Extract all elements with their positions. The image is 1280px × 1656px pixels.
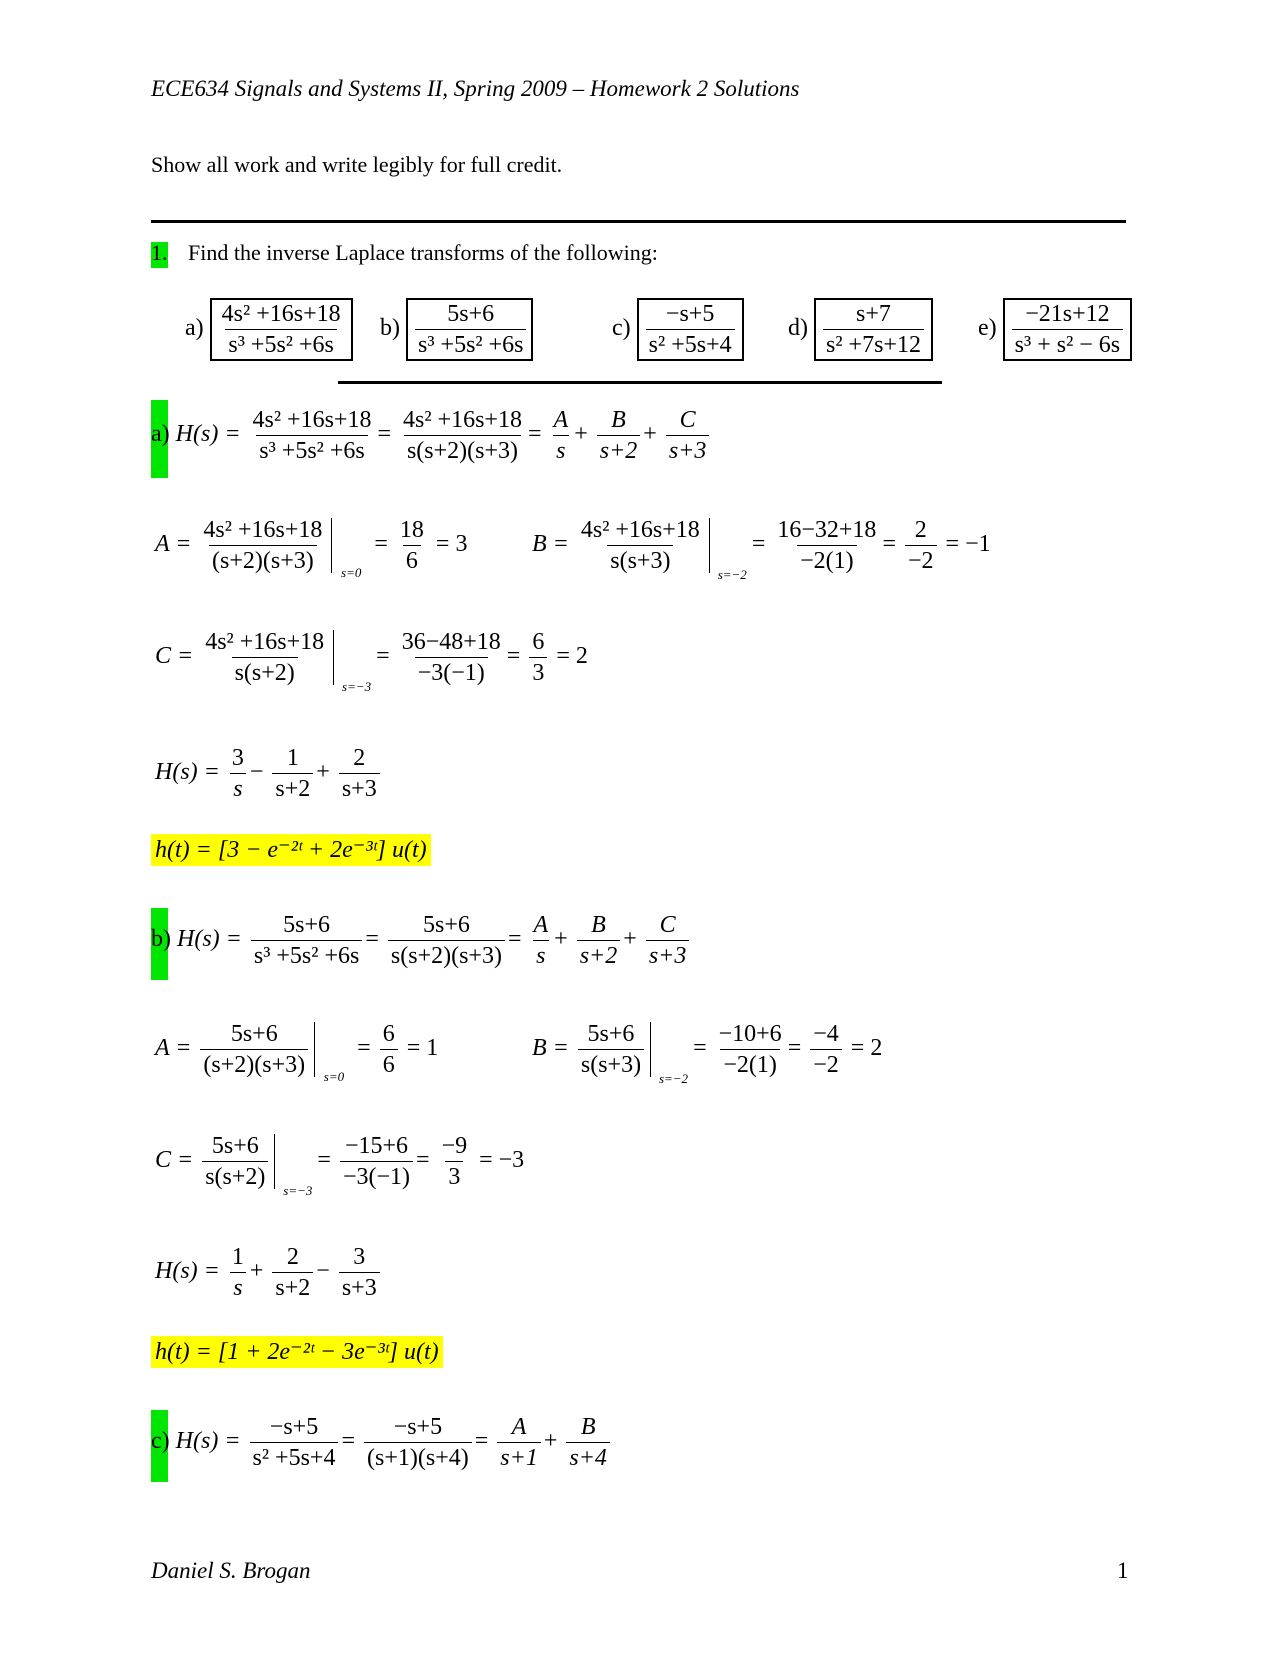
A-val-den: 6 (403, 545, 421, 573)
pA-num: A (553, 407, 569, 433)
item-num: 5s+6 (447, 301, 495, 327)
C-label: C = (155, 1147, 194, 1174)
Hs-label: H(s) = (155, 1258, 220, 1285)
solution-a-A: A = $\frac{\text{4s² +16s+18}}{(s+2)(s+3)}$ s=0 = $\frac{18}{6}$ = 3 (155, 517, 468, 580)
item-a-box (210, 298, 353, 361)
item-num: 4s² +16s+18 (221, 301, 341, 327)
item-label: e) (978, 315, 997, 342)
item-e-box (1003, 298, 1132, 361)
item-num: s+7 (856, 301, 891, 327)
pB-num: B (611, 407, 626, 433)
A-result: = 3 (435, 531, 468, 558)
f1-num: 4s² +16s+18 (252, 407, 372, 433)
f2-num: 5s+6 (422, 912, 470, 938)
C-result: = −3 (479, 1147, 525, 1174)
H-label: H(s) = (175, 1428, 241, 1455)
eval-bar (199, 629, 372, 694)
f1-den: s³ +5s² +6s (256, 435, 367, 463)
item-b (380, 298, 533, 361)
B-val-num: −10+6 (718, 1021, 782, 1047)
B-val-den: −2(1) (720, 1049, 780, 1077)
B-den: s(s+3) (578, 1049, 644, 1077)
solution-a-answer: h(t) = [3 − e⁻²ᵗ + 2e⁻³ᵗ] u(t) (151, 834, 431, 866)
B-num: 5s+6 (587, 1021, 635, 1047)
t2-den: s+2 (272, 1272, 313, 1300)
item-d (788, 298, 933, 361)
B-result: = 2 (850, 1035, 883, 1062)
pC-num: C (679, 407, 696, 433)
C-val2-den: 3 (529, 657, 547, 685)
item-den: s³ +5s² +6s (415, 329, 526, 357)
C-result: = 2 (556, 643, 588, 670)
t3-num: 2 (353, 745, 366, 771)
B-val2-num: −4 (813, 1021, 839, 1047)
C-val-den: −3(−1) (415, 657, 488, 685)
item-label: b) (380, 315, 400, 342)
A-eval-point: s=0 (323, 1069, 345, 1084)
C-num: 5s+6 (211, 1133, 259, 1159)
solution-a-C: C = $\frac{\text{4s² +16s+18}}{s(s+2)}$ s=−3 = $\frac{36-48+18}{-3(-1)}$ = $\frac{6}{3}$ = 2 (155, 629, 588, 694)
header-divider (151, 220, 1126, 223)
C-eval-point: s=−3 (283, 1183, 313, 1198)
pB-den: s+4 (566, 1442, 610, 1470)
f2-den: s(s+2)(s+3) (388, 940, 505, 968)
B-val2-num: 2 (914, 517, 927, 543)
problem-prompt: Find the inverse Laplace transforms of the following: (188, 240, 658, 265)
f2-num: −s+5 (393, 1414, 443, 1440)
B-num: 4s² +16s+18 (580, 517, 700, 543)
A-val-num: 18 (399, 517, 424, 543)
A-label: A = (155, 531, 192, 558)
eval-bar (575, 517, 747, 582)
B-val2-den: −2 (810, 1049, 842, 1077)
item-den: s³ + s² − 6s (1012, 329, 1123, 357)
pB-num: B (591, 912, 606, 938)
t3-den: s+3 (339, 773, 380, 801)
H-label: H(s) = (175, 421, 241, 448)
Hs-label: H(s) = (155, 759, 220, 786)
solution-b-A: A = $\frac{5s+6}{(s+2)(s+3)}$ s=0 = $\frac{6}{6}$ = 1 (155, 1021, 439, 1084)
B-val2-den: −2 (905, 545, 937, 573)
B-den: s(s+3) (607, 545, 673, 573)
B-result: = −1 (945, 531, 991, 558)
item-label: a) (185, 315, 204, 342)
f2-num: 4s² +16s+18 (403, 407, 522, 433)
item-d-box (814, 298, 933, 361)
solution-a-B: B = $\frac{\text{4s² +16s+18}}{s(s+3)}$ s=−2 = $\frac{16-32+18}{-2(1)}$ = $\frac{2}{-2}$ = −1 (532, 517, 991, 582)
item-den: s³ +5s² +6s (225, 329, 336, 357)
B-val-num: 16−32+18 (777, 517, 877, 543)
pB-den: s+2 (597, 435, 641, 463)
C-val2-num: −9 (441, 1133, 468, 1159)
C-val-den: −3(−1) (340, 1161, 413, 1189)
solution-label: b) (151, 926, 171, 953)
problem-number: 1. (151, 240, 168, 265)
pA-den: s+1 (497, 1442, 541, 1470)
t2-num: 2 (286, 1244, 299, 1270)
C-den: s(s+2) (202, 1161, 268, 1189)
item-num: −s+5 (665, 301, 715, 327)
A-num: 5s+6 (230, 1021, 278, 1047)
C-val2-num: 6 (532, 629, 545, 655)
item-c-box (637, 298, 744, 361)
eval-bar (575, 1021, 689, 1086)
t2-den: s+2 (272, 773, 313, 801)
B-eval-point: s=−2 (717, 567, 747, 582)
pC-num: C (659, 912, 676, 938)
t1-num: 3 (231, 745, 244, 771)
t2-num: 1 (286, 745, 299, 771)
t1-den: s (230, 1272, 245, 1300)
solution-a-H: a) H(s) = $\frac{\text{4s² +16s+18}}{\text{s³ +5s² +6s}}$ = $\frac{\text{4s² +16s+18}}{s(s+2)(s+3)}$ = $\frac{A}{s}$ + $\frac{B}{s+2}$ + $\frac{C}{s+3}$ (151, 408, 712, 463)
item-c (612, 298, 744, 361)
A-num: 4s² +16s+18 (203, 517, 323, 543)
item-num: −21s+12 (1025, 301, 1110, 327)
t3-den: s+3 (339, 1272, 380, 1300)
A-den: (s+2)(s+3) (200, 1049, 308, 1077)
B-label: B = (532, 531, 569, 558)
item-label: c) (612, 315, 631, 342)
page-number: 1 (1117, 1558, 1129, 1583)
f1-num: −s+5 (269, 1414, 319, 1440)
t1-num: 1 (231, 1244, 244, 1270)
instructions: Show all work and write legibly for full credit. (151, 152, 563, 177)
item-b-box (406, 298, 533, 361)
solution-b-H: b) H(s) = $\frac{5s+6}{\text{s³ +5s² +6s}}$ = $\frac{5s+6}{s(s+2)(s+3)}$ = $\frac{A}{s}$ + $\frac{B}{s+2}$ + $\frac{C}{s+3}$ (151, 913, 692, 968)
f1-den: s² +5s+4 (250, 1442, 339, 1470)
A-val-num: 6 (382, 1021, 395, 1047)
B-label: B = (532, 1035, 569, 1062)
footer-author: Daniel S. Brogan (151, 1558, 311, 1583)
C-val-num: −15+6 (344, 1133, 409, 1159)
C-eval-point: s=−3 (342, 679, 372, 694)
C-den: s(s+2) (232, 657, 298, 685)
A-val-den: 6 (380, 1049, 398, 1077)
pB-den: s+2 (577, 940, 621, 968)
solution-b-C: C = $\frac{5s+6}{s(s+2)}$ s=−3 = $\frac{-15+6}{-3(-1)}$ = $\frac{-9}{3}$ = −3 (155, 1133, 525, 1198)
A-result: = 1 (406, 1035, 439, 1062)
pA-num: A (533, 912, 549, 938)
item-e (978, 298, 1132, 361)
C-num: 4s² +16s+18 (205, 629, 325, 655)
item-den: s² +5s+4 (646, 329, 735, 357)
pB-num: B (580, 1414, 596, 1440)
A-den: (s+2)(s+3) (209, 545, 317, 573)
A-label: A = (155, 1035, 192, 1062)
solution-label: c) (151, 1428, 170, 1455)
C-label: C = (155, 643, 194, 670)
f1-num: 5s+6 (283, 912, 331, 938)
item-a (185, 298, 353, 361)
f2-den: (s+1)(s+4) (364, 1442, 472, 1470)
A-eval-point: s=0 (341, 565, 362, 580)
B-val-den: −2(1) (797, 545, 857, 573)
solution-a-Hs: H(s) = $\frac{3}{s}$ − $\frac{1}{s+2}$ + $\frac{2}{s+3}$ (155, 746, 383, 801)
B-eval-point: s=−2 (658, 1071, 689, 1086)
C-val2-den: 3 (445, 1161, 463, 1189)
H-label: H(s) = (177, 926, 242, 953)
solution-b-Hs: H(s) = $\frac{1}{s}$ + $\frac{2}{s+2}$ − $\frac{3}{s+3}$ (155, 1245, 383, 1300)
solution-b-answer: h(t) = [1 + 2e⁻²ᵗ − 3e⁻³ᵗ] u(t) (151, 1336, 443, 1368)
item-den: s² +7s+12 (823, 329, 924, 357)
pA-den: s (533, 940, 548, 968)
solution-c-H: c) H(s) = $\frac{-s+5}{\text{s² +5s+4}}$ = $\frac{-s+5}{(s+1)(s+4)}$ = $\frac{A}{s+1}$ + $\frac{B}{s+4}$ (151, 1415, 613, 1470)
f2-den: s(s+2)(s+3) (404, 435, 521, 463)
eval-bar (199, 1133, 313, 1198)
pA-den: s (553, 435, 568, 463)
items-underline (338, 381, 942, 384)
pC-den: s+3 (666, 435, 710, 463)
item-label: d) (788, 315, 808, 342)
t3-num: 3 (353, 1244, 366, 1270)
page-header-title: ECE634 Signals and Systems II, Spring 2009 – Homework 2 Solutions (151, 76, 800, 101)
solution-label: a) (151, 421, 170, 448)
pC-den: s+3 (646, 940, 690, 968)
t1-den: s (230, 773, 245, 801)
C-val-num: 36−48+18 (401, 629, 501, 655)
f1-den: s³ +5s² +6s (251, 940, 362, 968)
solution-b-B: B = $\frac{5s+6}{s(s+3)}$ s=−2 = $\frac{-10+6}{-2(1)}$ = $\frac{-4}{-2}$ = 2 (532, 1021, 883, 1086)
pA-num: A (511, 1414, 527, 1440)
